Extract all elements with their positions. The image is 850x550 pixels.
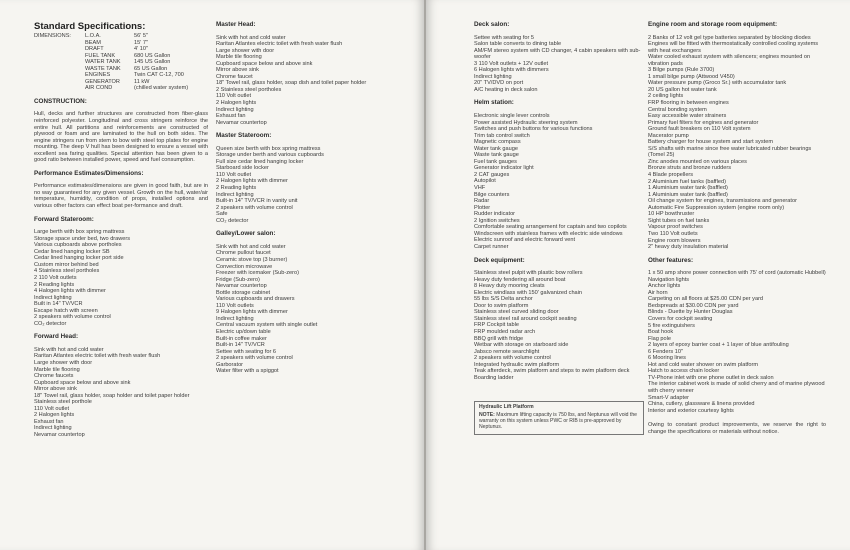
section-heading: Helm station: [474,99,514,107]
list-item: 4 Blade propellers [648,172,694,179]
list-item: Indirect lighting [34,425,72,432]
list-item: Flag pole [648,335,672,342]
list-item: Wetbar with storage on starboard side [474,342,569,349]
list-item: 20 US gallon hot water tank [648,86,717,93]
list-item: Boat hook [648,329,674,336]
spec-label: AIR COND [85,85,113,92]
list-item: 2 Halogen lights [34,412,75,419]
list-item: Central vacuum system with single outlet [216,322,318,329]
list-item: Stainless steel porthole [34,399,92,406]
spec-value: 15' 7" [134,39,148,46]
list-item: 110 Volt outlet [216,171,252,178]
list-item: Stainless steel rail around cockpit seating [474,315,577,322]
list-item: 1 Aluminium water tank (baffled) [648,191,728,198]
list-item: 4 Halogen lights with dimmer [34,288,106,295]
list-item: Chrome faucets [34,373,74,380]
spec-dimensions-label: DIMENSIONS: [34,33,71,39]
list-item: Indirect lighting [216,106,254,113]
list-item: FRP moulded radar arch [474,328,536,335]
list-item: Smart-V adapter [648,394,690,401]
spec-label: BEAM [85,39,101,46]
note-text: Maximum lifting capacity is 750 lbs, and Neptunus will void the warranty on this system unless PWC or RIB is pre-approved by Neptunus. [479,412,637,431]
list-item: Chrome pullout faucet [216,250,271,257]
list-item: 2 Stainless steel portholes [216,86,282,93]
list-item: FRP flooring in between engines [648,100,729,107]
section-heading: CONSTRUCTION: [34,97,87,105]
list-item: 20" TV/DVD on port [474,80,524,87]
list-item: Sight tubes on fuel tanks [648,217,710,224]
spec-value: Twin CAT C-12, 700 [134,72,184,79]
list-item: Zinc anodes mounted on various places [648,158,747,165]
list-item: Storage space under bed, two drawers [34,235,131,242]
list-item: Sink with hot and cold water [216,34,286,41]
spec-value: 11 kW [134,78,150,85]
list-item: Built-in 14" TV/VCR [216,342,265,349]
list-item: 1 Aluminium water tank (baffled) [648,185,728,192]
list-item: Autopilot [474,178,496,185]
list-item: Chrome faucet [216,73,253,80]
list-item: 2 layers of epoxy barrier coat + 1 layer of blue antifouling [648,342,789,349]
list-item: Water tank gauge [474,145,518,152]
list-item: Settee with seating for 6 [216,348,277,355]
list-item: 1 small bilge pump (Attwood V450) [648,73,735,80]
list-item: BBQ grill with fridge [474,335,524,342]
list-item: Carpet runner [474,243,509,250]
list-item: 2 speakers with volume control [34,314,111,321]
list-item: 110 Volt outlet [34,405,70,412]
list-item: Various cupboards and drawers [216,296,295,303]
list-item: AM/FM stereo system with CD changer, 4 cabin speakers with sub-woofer [474,47,641,61]
list-item: Mirror above sink [34,386,77,393]
list-item: Covers for cockpit seating [648,315,713,322]
list-item: CO₂ detector [34,320,67,327]
list-item: Safe [216,211,228,218]
list-item: Cupboard space below and above sink [216,60,313,67]
list-item: CO₂ detector [216,217,249,224]
list-item: Waste tank gauge [474,152,519,159]
list-item: 2 speakers with volume control [474,355,551,362]
list-item: Plotter [474,204,491,211]
list-item: Large shower with door [34,359,93,366]
list-item: 2 speakers with volume control [216,204,293,211]
list-item: Garborator [216,361,244,368]
list-item: Water cooled exhaust system with silencers; engines mounted on vibration pads [648,54,811,67]
list-item: Anchor lights [648,283,681,290]
list-item: 18" Towel rail, glass holder, soap holder and toilet paper holder [34,392,190,399]
right-page [426,0,850,550]
spec-value: 65 US Gallon [134,65,168,72]
list-item: Electric windlass with 150' galvanized chain [474,289,583,296]
list-item: Indirect lighting [474,73,512,80]
list-item: Cedar lined hanging locker SB [34,248,110,255]
list-item: Exhaust fan [34,418,64,425]
spec-dimensions-label [34,85,85,92]
spec-value: 4' 10" [134,46,148,53]
list-item: 2 Halogen lights [216,100,257,107]
list-item: Engines will be fitted with thermostatically controlled cooling systems with heat exchangers [648,41,819,54]
spec-value: 145 US Gallon [134,59,171,66]
spec-label: WASTE TANK [85,65,121,72]
list-item: Full size cedar lined hanging locker [216,158,304,165]
list-item: Electric up/down table [216,328,271,335]
list-item: 6 Halogen lights with dimmers [474,67,549,74]
list-item: Raritan Atlantes electric toilet with fresh water flush [34,353,161,360]
spec-label: GENERATOR [85,78,120,85]
list-item: Two 110 Volt outlets [648,230,698,237]
list-item: 2" heavy duty insulation material [648,244,729,251]
list-item: 6 Fenders 10" [648,348,683,355]
list-item: 2 CAT gauges [474,171,510,178]
list-item: Oil change system for engines, transmissions and generator [648,198,797,205]
section-heading: Other features: [648,256,694,264]
list-item: China, cutlery, glassware & linens provided [648,401,755,408]
list-item: Nevamar countertop [34,431,85,438]
note-label: NOTE: [479,412,495,419]
list-item: Stainless steel pulpit with plastic bow rollers [474,270,583,277]
list-item: Integrated hydraulic swim platform [474,361,560,368]
section-heading: Engine room and storage room equipment: [648,21,778,28]
left-column-2 [216,22,394,375]
list-item: Blinds - Duette by Hunter Douglas [648,309,733,316]
list-item: Indirect lighting [216,315,254,322]
list-item: 1 x 50 amp shore power connection with 75' of cord (automatic Hubbell) [648,270,826,277]
list-item: Radar [474,198,490,205]
list-item: Bedspreads at $30.00 CDN per yard [648,302,739,309]
list-item: Boarding ladder [474,374,514,381]
list-item: 2 110 Volt outlets [34,274,77,281]
section-paragraph: Hull, decks and further structures are constructed from fiber-glass reinforced polyester. Longitudinal and cross stringers reinforce the entire hull. All partitions and reinforcements are constructed of plywood or foam and are laminated to the hull on both sides. The engine stringers run from stem to bow with steel top plates for engine mounting. The deep V hull has been designed to ensure a vessel with excellent sea faring qualities. Special attention has been given to a good ratio between installed power, speed and fuel consumption. [34,111,208,164]
list-item: Battery charger for house system and start system [648,139,773,146]
section-paragraph: Performance estimates/dimensions are given in good faith, but are in no way guaranteed for any given vessel. Growth on the hull, water/air temperature, humidity, condition of props, installed options and various other factors can effect boat per-formance and draft. [34,183,208,210]
list-item: 110 Volt outlets [216,302,254,309]
list-item: Automatic Fire Suppression system (engine room only) [648,204,785,211]
list-item: Heavy duty fendering all around boat [474,276,566,283]
section-heading: Performance Estimates/Dimensions: [34,169,144,177]
section-heading: Master Head: [216,21,256,28]
section-heading: Forward Stateroom: [34,215,94,223]
list-item: Bronze struts and bronze rudders [648,165,732,172]
list-item: 2 Reading lights [216,185,257,192]
list-item: Large berth with box spring mattress [34,229,125,236]
list-item: 2 Banks of 12 volt gel type batteries separated by blocking diodes [648,34,811,41]
spec-label: FUEL TANK [85,52,116,59]
section-heading: Deck salon: [474,21,510,28]
list-item: Nevamar countertop [216,119,267,126]
spec-label: ENGINES [85,72,111,79]
list-item: Macerator pump [648,132,689,139]
right-column-1 [474,22,644,435]
list-item: Generator indicator light [474,165,534,172]
left-page [0,0,424,550]
spec-value: (chilled water system) [134,85,189,92]
list-item: Windscreen with stainless frames with electric side windows [474,230,623,237]
list-item: Electric sunroof and electric forward vent [474,237,576,244]
list-item: Switches and push buttons for various functions [474,126,593,133]
list-item: Ceramic stove top (3 burner) [216,256,288,263]
list-item: Fuel tank gauges [474,158,517,165]
list-item: Bottle storage cabinet [216,289,271,296]
list-item: 6 Mooring lines [648,355,686,362]
list-item: Ground fault breakers on 110 Volt system [648,126,751,133]
list-item: Built-in coffee maker [216,335,267,342]
list-item: Power assisted Hydraulic steering system [474,119,578,126]
list-item: Bilge counters [474,191,510,198]
list-item: 5 fire extinguishers [648,322,695,329]
list-item: Central bonding system [648,106,707,113]
spec-value: 680 US Gallon [134,52,171,59]
list-item: Navigation lights [648,276,690,283]
section-heading: Galley/Lower salon: [216,230,276,238]
list-item: Built-in 14" TV/VCR in vanity unit [216,198,298,205]
list-item: Jabsco remote searchlight [474,348,540,355]
section-heading: Master Stateroom: [216,132,272,140]
list-item: Exhaust fan [216,113,246,120]
list-item: 2 Reading lights [34,281,75,288]
list-item: Cedar lined hanging locker port side [34,255,124,262]
list-item: FRP Cockpit table [474,322,519,329]
list-item: Trim tab control switch [474,132,530,139]
list-item: Water filter with a spiggot [216,368,279,375]
left-column-1 [34,22,208,439]
list-item: 2 ceiling lights [648,93,684,100]
list-item: Engine room blowers [648,237,701,244]
note-body [479,413,639,431]
list-item: TV-Phone inlet with one phone outlet in deck salon [648,374,774,381]
list-item: S/S shafts with marine since free water lubricated rubber bearings (Tomel 25) [648,145,812,159]
list-item: 9 Halogen lights with dimmer [216,309,288,316]
list-item: Interior and exterior courtesy lights [648,407,734,414]
list-item: Teak afterdeck, swim platform and steps to swim platform deck [474,368,630,375]
list-item: Cupboard space below and above sink [34,379,131,386]
list-item: 2 Aluminium fuel tanks (baffled) [648,178,726,185]
list-item: Hatch to access chain locker [648,368,720,375]
list-item: Various cupboards above portholes [34,242,122,249]
list-item: Indirect lighting [216,191,254,198]
list-item: Salon table converts to dining table [474,41,562,48]
list-item: Primary fuel filters for engines and generator [648,119,759,126]
list-item: 2 Ignition switches [474,217,520,224]
list-item: 4 Stainless steel portholes [34,268,100,275]
list-item: Built in 14" TV/VCR [34,301,83,308]
dimensions-table [34,33,208,92]
list-item: Marble tile flooring [216,54,262,61]
list-item: Magnetic compass [474,139,521,146]
spec-label: WATER TANK [85,59,121,66]
right-column-2 [648,22,826,441]
spec-value: 56' 5" [134,33,148,39]
list-item: 3 110 Volt outlets + 12V outlet [474,60,549,67]
list-item: Comfortable seating arrangement for captain and two copilots [474,224,627,231]
list-item: VHF [474,185,486,192]
list-item: Carpeting on all floors at $25.00 CDN per yard [648,296,764,303]
note-title: Hydraulic Lift Platform [479,404,534,411]
list-item: 2 speakers with volume control [216,355,293,362]
list-item: A/C heating in deck salon [474,86,538,93]
list-item: Rudder indicator [474,211,516,218]
list-item: Marble tile flooring [34,366,80,373]
list-item: Queen size berth with box spring mattress [216,145,321,152]
spec-row [34,85,208,92]
hydraulic-lift-note [474,401,644,435]
list-item: Mirror above sink [216,67,259,74]
list-item: Water pressure pump (Groco Sr.) with accumulator tank [648,80,787,87]
list-item: Custom mirror behind bed [34,261,99,268]
list-item: 2 Halogen lights with dimmer [216,178,288,185]
section-heading: Deck equipment: [474,256,525,264]
list-item: 10 HP bowthruster [648,211,695,218]
list-item: Hot and cold water shower on swim platform [648,361,759,368]
list-item: Nevamar countertop [216,283,267,290]
spec-label: L.O.A. [85,33,101,39]
list-item: Starboard side locker [216,165,269,172]
specs-title: Standard Specifications: [34,21,146,32]
list-item: Fridge (Sub-zero) [216,276,260,283]
list-item: Sink with hot and cold water [34,346,104,353]
list-item: Indirect lighting [34,294,72,301]
list-item: 8 Heavy duty mooring cleats [474,283,545,290]
list-item: Freezer with icemaker (Sub-zero) [216,270,299,277]
list-item: The interior cabinet work is made of solid cherry and of marine plywood with cherry veneer [648,381,825,394]
list-item: Storage under berth and various cupboards [216,152,324,159]
list-item: Electronic single lever controls [474,113,550,120]
list-item: Escape hatch with screen [34,307,98,314]
closing-note: Owing to constant product improvements, we reserve the right to change the specifications or materials without notice. [648,422,826,435]
list-item: 3 Bilge pumps (Rule 3700) [648,67,715,74]
list-item: Large shower with door [216,47,275,54]
list-item: Sink with hot and cold water [216,243,286,250]
list-item: Convection microwave [216,263,273,270]
list-item: Air horn [648,289,668,296]
list-item: 18" Towel rail, glass holder, soap dish and toilet paper holder [216,80,367,87]
list-item: Stainless steel curved sliding door [474,309,559,316]
list-item: Door to swim platform [474,302,529,309]
list-item: Easy accessible water strainers [648,113,727,120]
list-item: Raritan Atlantes electric toilet with fresh water flush [216,41,343,48]
list-item: Settee with seating for 5 [474,34,535,41]
spec-label: DRAFT [85,46,104,53]
list-item: 110 Volt outlet [216,93,252,100]
list-item: 55 lbs S/S Delta anchor [474,296,533,303]
list-item: Vapour proof switches [648,224,703,231]
section-heading: Forward Head: [34,333,79,341]
